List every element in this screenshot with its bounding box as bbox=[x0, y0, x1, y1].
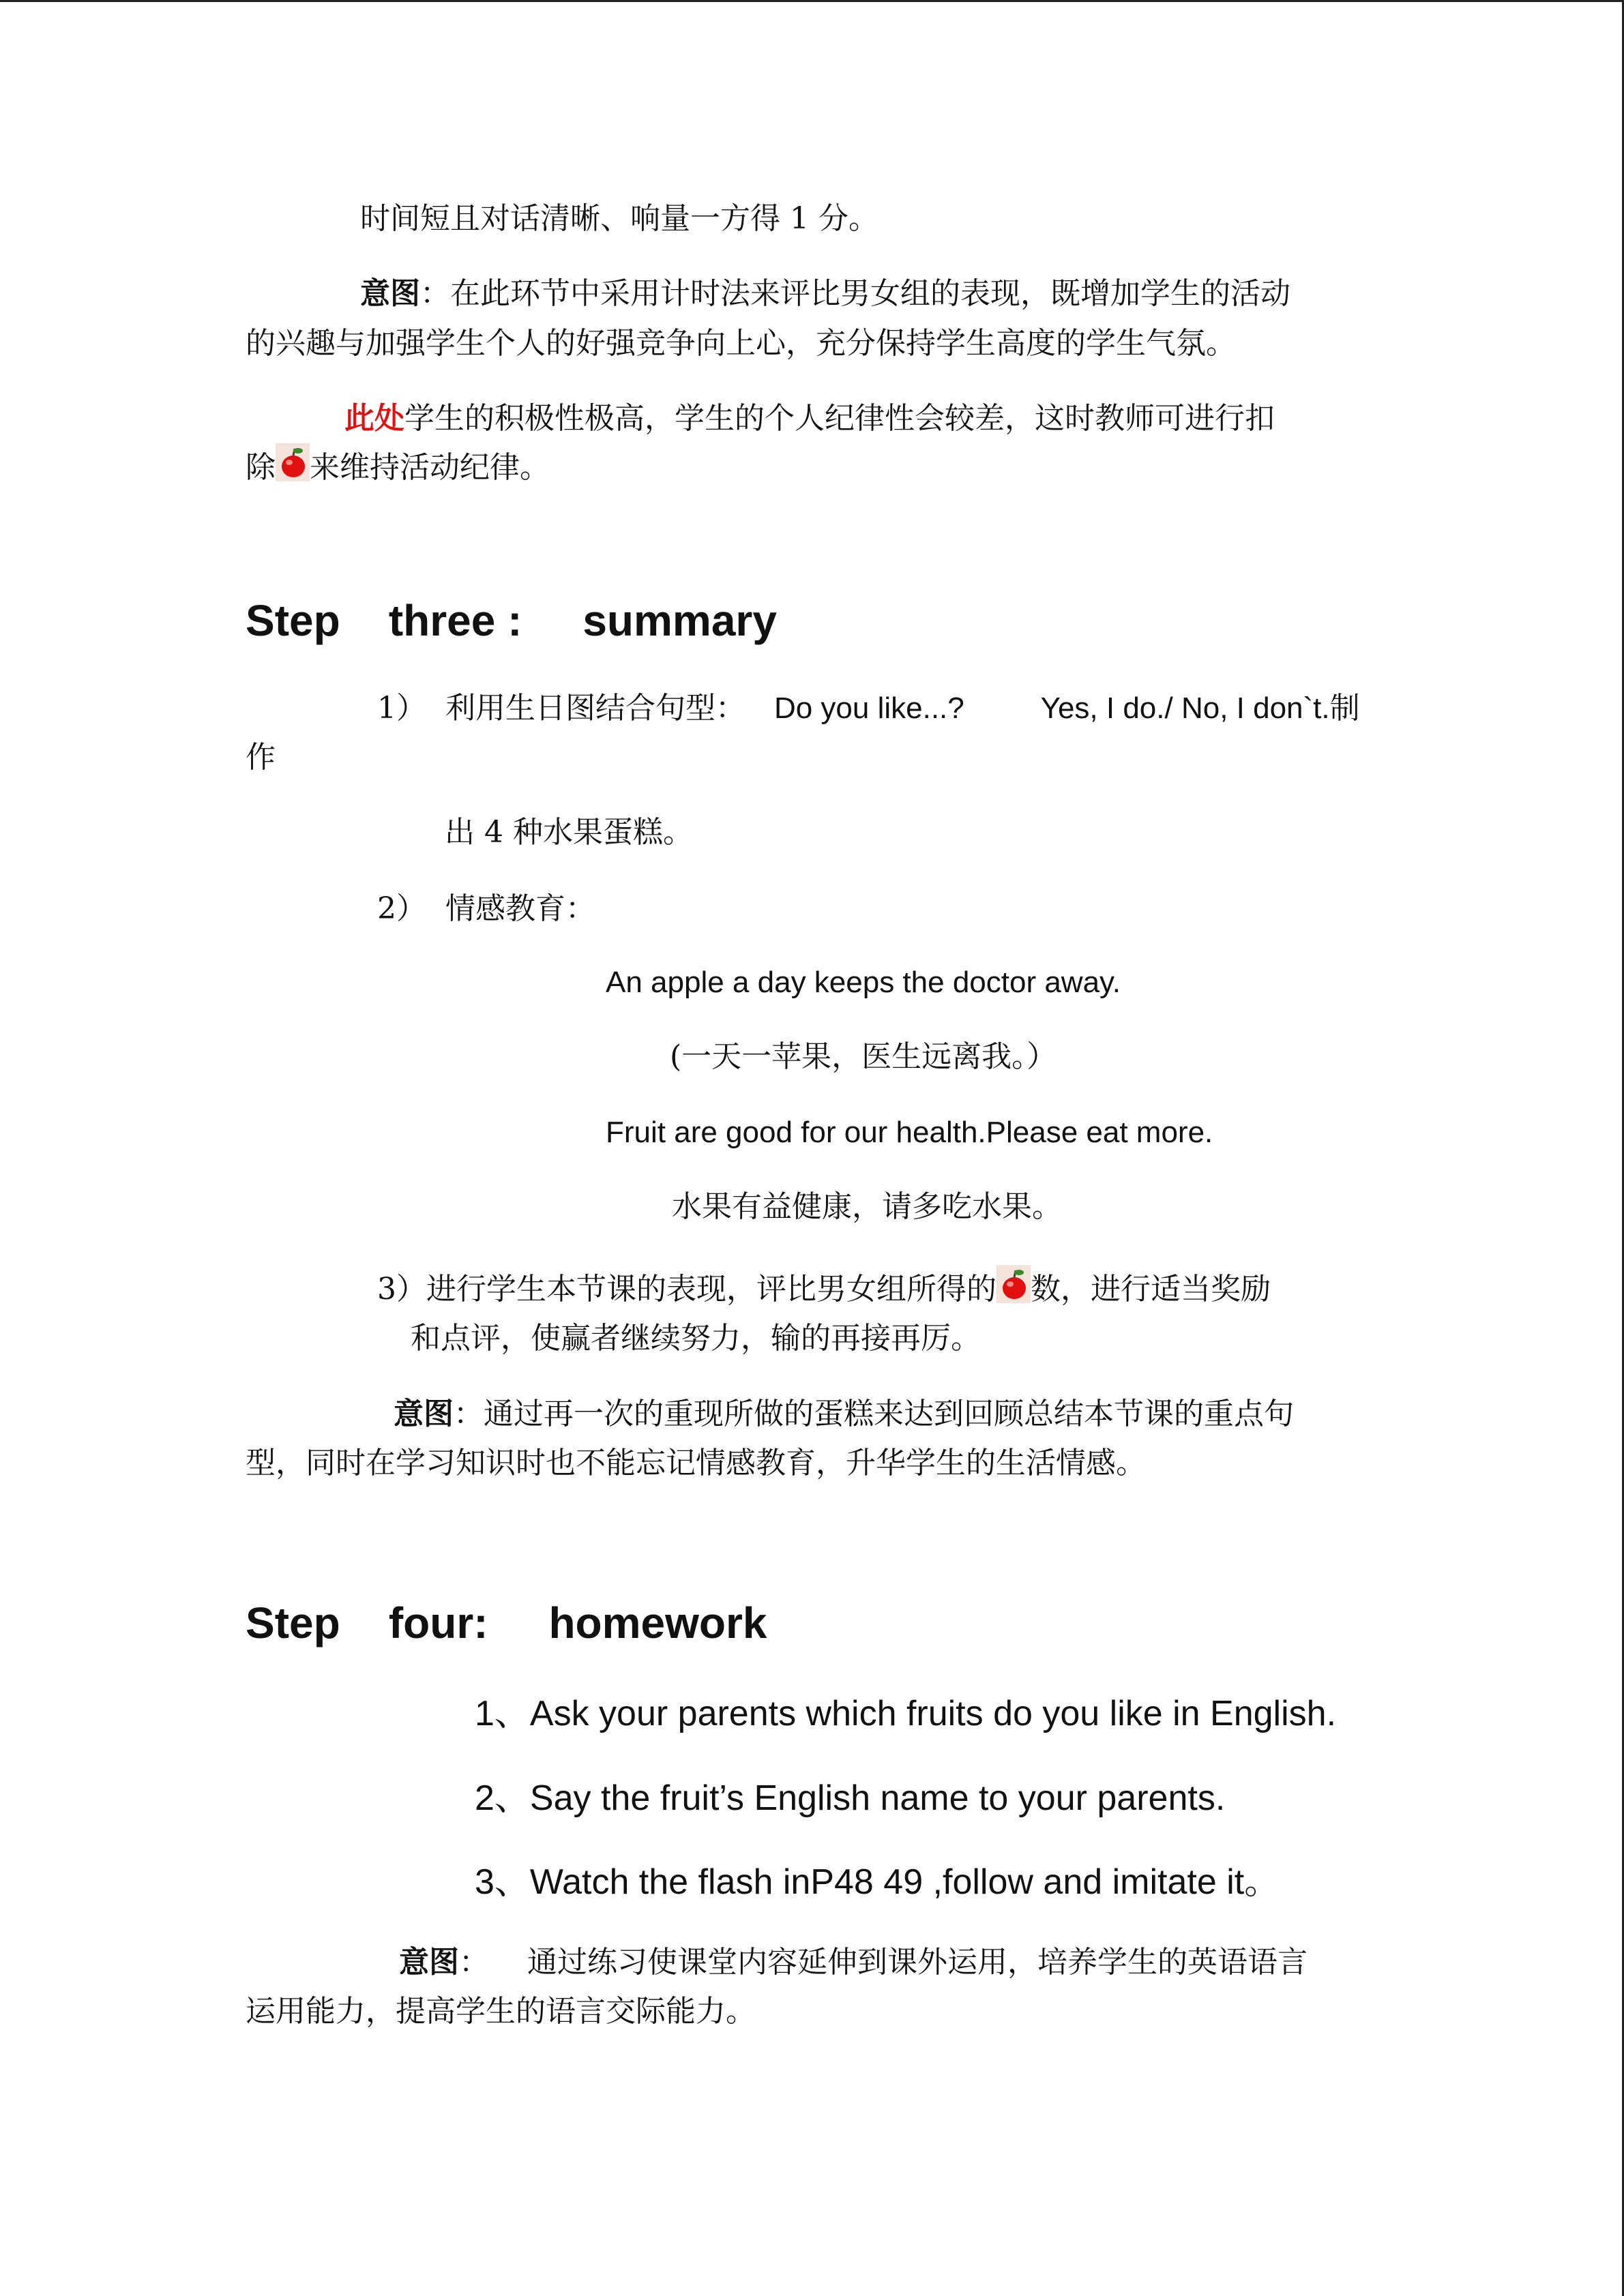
step3-item-2 bbox=[377, 884, 595, 934]
note-paragraph bbox=[344, 394, 1275, 443]
item-text: 情感教育： bbox=[445, 891, 595, 926]
quote-chinese-2: 水果有益健康，请多吃水果。 bbox=[672, 1189, 1062, 1224]
item-number: 3） bbox=[377, 1272, 426, 1307]
intent-paragraph-1 bbox=[360, 269, 1290, 318]
scoring-line: 时间短且对话清晰、响量一方得 1 分。 bbox=[360, 201, 879, 236]
step3-item-3 bbox=[377, 1265, 1271, 1314]
apple-icon bbox=[996, 1265, 1031, 1303]
item-text-a: 进行学生本节课的表现，评比男女组所得的 bbox=[426, 1272, 996, 1307]
step4-intent-cont: 运用能力，提高学生的语言交际能力。 bbox=[246, 1994, 756, 2029]
item-text-b: 数，进行适当奖励 bbox=[1031, 1272, 1271, 1307]
step4-intent bbox=[399, 1938, 1308, 1987]
note-text-a: 除 bbox=[246, 450, 276, 485]
step-three-heading: Step three : summary bbox=[246, 596, 777, 645]
item-number: 1） bbox=[377, 691, 426, 726]
step3-item-1-wrap: 作 bbox=[246, 740, 276, 775]
apple-icon bbox=[276, 443, 310, 481]
intent-text: 通过再一次的重现所做的蛋糕来达到回顾总结本节课的重点句 bbox=[484, 1397, 1294, 1431]
quote-english-2: Fruit are good for our health.Please eat more. bbox=[606, 1116, 1213, 1149]
item-text: 利用生日图结合句型： bbox=[445, 691, 745, 726]
note-paragraph-cont bbox=[246, 443, 550, 492]
intent-text: 通过练习使课堂内容延伸到课外运用，培养学生的英语语言 bbox=[527, 1945, 1308, 1980]
item-number: 2） bbox=[377, 891, 426, 926]
quote-chinese-1: (一天一苹果，医生远离我。） bbox=[670, 1039, 1057, 1074]
homework-item-2: 2、Say the fruit’s English name to your parents. bbox=[475, 1778, 1226, 1818]
step3-intent-cont: 型，同时在学习知识时也不能忘记情感教育，升华学生的生活情感。 bbox=[246, 1446, 1146, 1480]
step3-item-1 bbox=[377, 684, 1360, 733]
intent-colon: ： bbox=[454, 1397, 484, 1431]
item-text-tail: 制 bbox=[1329, 691, 1360, 726]
intent-label: 意图 bbox=[360, 276, 420, 311]
sentence-pattern-answer: Yes, I do./ No, I don`t. bbox=[1040, 691, 1330, 725]
intent-label: 意图 bbox=[399, 1945, 459, 1980]
step3-intent bbox=[394, 1390, 1294, 1439]
intent-colon: ： bbox=[420, 276, 450, 311]
quote-english-1: An apple a day keeps the doctor away. bbox=[606, 966, 1121, 999]
intent-paragraph-1-cont: 的兴趣与加强学生个人的好强竞争向上心，充分保持学生高度的学生气氛。 bbox=[246, 326, 1236, 361]
homework-item-1: 1、Ask your parents which fruits do you like in English. bbox=[475, 1694, 1337, 1733]
intent-label: 意图 bbox=[394, 1397, 454, 1431]
sentence-pattern-question: Do you like...? bbox=[773, 691, 964, 725]
note-text: 学生的积极性极高，学生的个人纪律性会较差，这时教师可进行扣 bbox=[404, 401, 1275, 436]
step3-item-1-cont: 出 4 种水果蛋糕。 bbox=[445, 815, 693, 850]
homework-item-3: 3、Watch the flash inP48 49 ,follow and imitate it。 bbox=[475, 1862, 1280, 1902]
note-text-b: 来维持活动纪律。 bbox=[310, 450, 550, 485]
step3-item-3-cont: 和点评，使赢者继续努力，输的再接再厉。 bbox=[411, 1321, 981, 1356]
intent-text: 在此环节中采用计时法来评比男女组的表现，既增加学生的活动 bbox=[450, 276, 1290, 311]
note-highlight: 此处 bbox=[344, 401, 404, 436]
intent-colon: ： bbox=[459, 1945, 489, 1980]
step-four-heading: Step four: homework bbox=[246, 1598, 767, 1648]
